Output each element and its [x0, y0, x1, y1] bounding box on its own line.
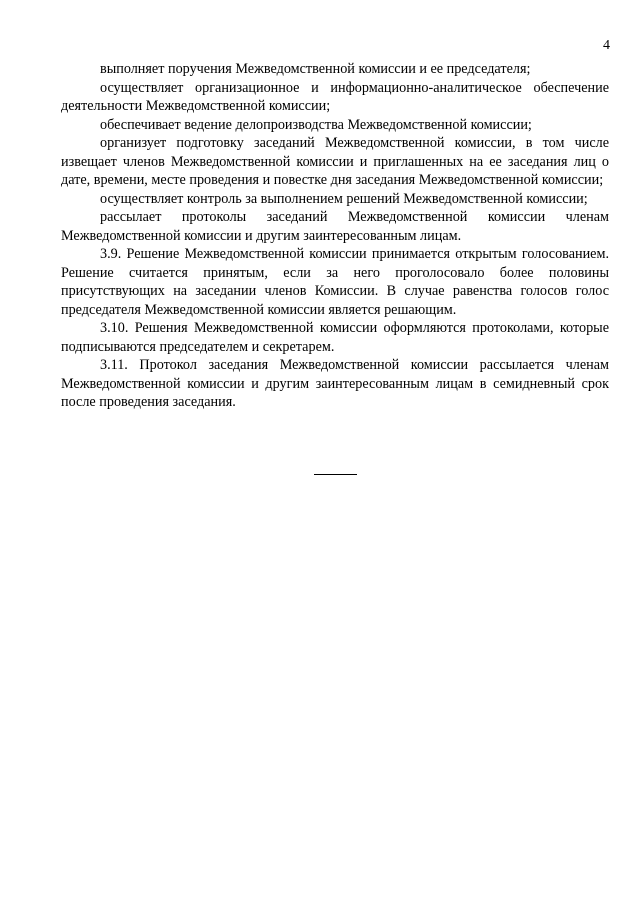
paragraph-3-11: 3.11. Протокол заседания Межведомственной комиссии рассылается членам Межведомственной комиссии и другим заинтересованным лицам в семидневный срок после проведения заседания. [61, 357, 609, 410]
page-number: 4 [603, 38, 610, 53]
paragraph-duty-meeting-preparation: организует подготовку заседаний Межведомственной комиссии, в том числе извещает членов Межведомственной комиссии и приглашенных на ее заседания лиц о дате, времени, месте проведения и повестке дня заседания Межведомственной комиссии; [61, 135, 609, 188]
paragraph-duty-records-management: обеспечивает ведение делопроизводства Межведомственной комиссии; [100, 116, 532, 133]
paragraph-duty-execute-orders: выполняет поручения Межведомственной комиссии и ее председателя; [100, 61, 531, 77]
paragraph-duty-control-decisions: осуществляет контроль за выполнением решений Межведомственной комиссии; [100, 190, 588, 207]
end-separator-line [314, 474, 357, 475]
document-body [61, 60, 609, 412]
paragraph-3-10: 3.10. Решения Межведомственной комиссии оформляются протоколами, которые подписываются председателем и секретарем. [61, 320, 609, 355]
paragraph-3-9: 3.9. Решение Межведомственной комиссии принимается открытым голосованием. Решение считается принятым, если за него проголосовало более половины присутствующих на заседании членов Комиссии. В случае равенства голосов голос председателя Межведомственной комиссии является решающим. [61, 246, 609, 318]
paragraph-duty-organizational-support: осуществляет организационное и информационно-аналитическое обеспечение деятельности Межведомственной комиссии; [61, 79, 609, 114]
paragraph-duty-send-protocols: рассылает протоколы заседаний Межведомственной комиссии членам Межведомственной комиссии и другим заинтересованным лицам. [61, 209, 609, 244]
